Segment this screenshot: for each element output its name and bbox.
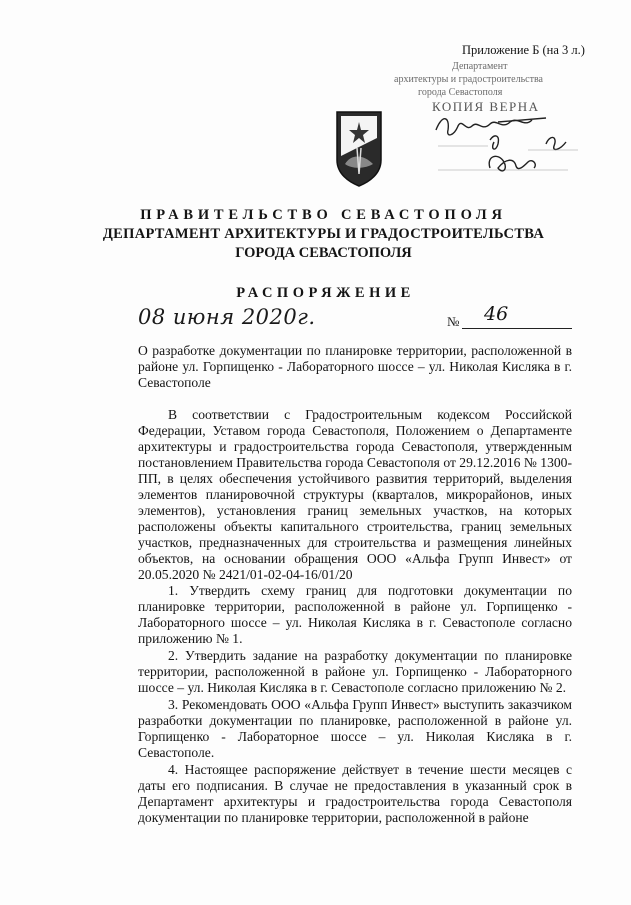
department-title-line-1: ДЕПАРТАМЕНТ АРХИТЕКТУРЫ И ГРАДОСТРОИТЕЛЬСТВА bbox=[102, 226, 545, 242]
order-number-handwritten: 46 bbox=[484, 303, 509, 325]
order-subject: О разработке документации по планировке территории, расположенной в районе ул. Горпищенко - Лабораторного шоссе – ул. Николая Кисляка в г. Севастополе bbox=[138, 343, 572, 390]
order-number-label: № bbox=[447, 314, 460, 329]
order-items-list bbox=[138, 583, 572, 827]
stamp-line-3: города Севастополя bbox=[418, 87, 503, 98]
stamp-signatures bbox=[428, 108, 578, 218]
stamp-line-1: Департамент bbox=[452, 61, 508, 72]
order-item-3: 3. Рекомендовать ООО «Альфа Групп Инвест» выступить заказчиком разработки документации по планировке, расположенной в районе ул. Горпищенко - Лабораторное шоссе – ул. Николая Кисляка в г. Севастополе. bbox=[138, 697, 572, 760]
document-type-title: РАСПОРЯЖЕНИЕ bbox=[236, 285, 415, 301]
preamble-paragraph: В соответствии с Градостроительным кодексом Российской Федерации, Уставом города Севастополя, Положением о Департаменте архитектуры и градостроительства города Севастополя, утвержденным постановлением Правительства города Севастополя от 29.12.2016 № 1300-ПП, в целях обеспечения устойчивого развития территорий, выделения элементов планировочной структуры (кварталов, микрорайонов, иных элементов), установления границ земельных участков, на которых расположены объекты капитального строительства, границ земельных участков, предназначенных для строительства и размещения линейных объектов, на основании обращения ООО «Альфа Групп Инвест» от 20.05.2020 № 2421/01-02-04-16/01/20 bbox=[138, 407, 572, 582]
stamp-line-2: архитектуры и градостроительства bbox=[394, 74, 543, 85]
order-date-handwritten: 08 июня 2020г. bbox=[138, 305, 316, 329]
sevastopol-coat-of-arms-icon bbox=[333, 108, 385, 188]
stamp-copy-mark: КОПИЯ ВЕРНА bbox=[432, 99, 540, 114]
order-item-4: 4. Настоящее распоряжение действует в течение шести месяцев с даты его подписания. В случае не предоставления в указанный срок в Департамент архитектуры и градостроительства города Севастополя документации по планировке территории, расположенной в районе bbox=[138, 762, 572, 825]
order-item-2: 2. Утвердить задание на разработку документации по планировке территории, расположенной в районе ул. Горпищенко - Лабораторного шоссе – ул. Николая Кисляка в г. Севастополе согласно приложению № 2. bbox=[138, 648, 572, 695]
order-number-underline bbox=[462, 328, 572, 329]
appendix-note: Приложение Б (на 3 л.) bbox=[462, 43, 585, 57]
order-item-1: 1. Утвердить схему границ для подготовки документации по планировке территории, расположенной в районе ул. Горпищенко - Лабораторного шоссе – ул. Николая Кисляка в г. Севастополе согласно приложению № 1. bbox=[138, 583, 572, 646]
department-title-line-2: ГОРОДА СЕВАСТОПОЛЯ bbox=[235, 245, 412, 261]
government-title: ПРАВИТЕЛЬСТВО СЕВАСТОПОЛЯ bbox=[140, 207, 507, 223]
